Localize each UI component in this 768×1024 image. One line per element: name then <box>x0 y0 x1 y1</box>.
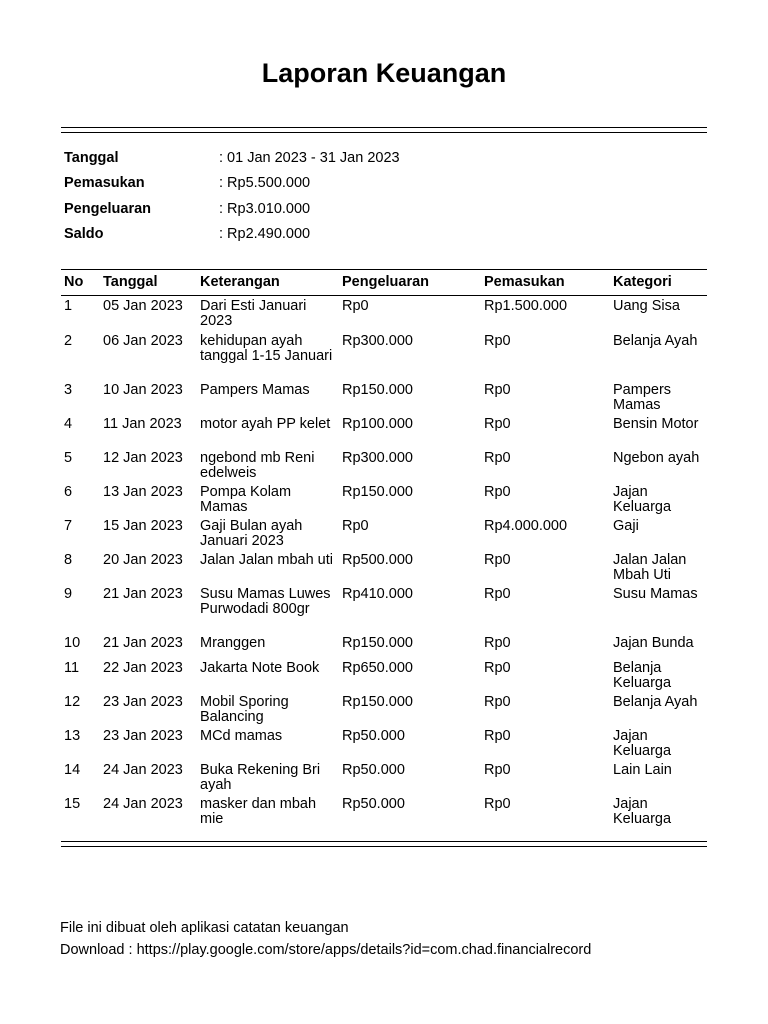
cell-no: 12 <box>64 694 81 710</box>
cell-category: Lain Lain <box>613 762 672 778</box>
cell-description: Dari Esti Januari 2023 <box>200 298 307 329</box>
cell-income: Rp0 <box>484 382 511 398</box>
cell-income: Rp0 <box>484 660 511 676</box>
cell-no: 13 <box>64 728 81 744</box>
column-header-category: Kategori <box>613 274 672 290</box>
cell-date: 21 Jan 2023 <box>103 635 183 651</box>
summary-label: Tanggal <box>64 150 119 166</box>
cell-category: Belanja Keluarga <box>613 660 672 691</box>
footer-divider <box>61 841 707 847</box>
cell-no: 1 <box>64 298 73 314</box>
cell-income: Rp4.000.000 <box>484 518 568 534</box>
cell-date: 06 Jan 2023 <box>103 333 183 349</box>
cell-no: 3 <box>64 382 73 398</box>
cell-date: 11 Jan 2023 <box>103 416 182 432</box>
cell-expense: Rp50.000 <box>342 728 405 744</box>
cell-no: 15 <box>64 796 81 812</box>
cell-income: Rp0 <box>484 762 511 778</box>
cell-date: 22 Jan 2023 <box>103 660 183 676</box>
cell-expense: Rp50.000 <box>342 796 405 812</box>
cell-income: Rp0 <box>484 450 511 466</box>
cell-category: Belanja Ayah <box>613 333 698 349</box>
cell-date: 15 Jan 2023 <box>103 518 183 534</box>
cell-expense: Rp150.000 <box>342 484 413 500</box>
cell-category: Jajan Keluarga <box>613 796 672 827</box>
cell-description: Jakarta Note Book <box>200 660 320 676</box>
cell-income: Rp0 <box>484 728 511 744</box>
column-header-date: Tanggal <box>103 274 158 290</box>
cell-income: Rp0 <box>484 694 511 710</box>
cell-income: Rp0 <box>484 796 511 812</box>
cell-date: 10 Jan 2023 <box>103 382 183 398</box>
cell-expense: Rp150.000 <box>342 382 413 398</box>
cell-date: 20 Jan 2023 <box>103 552 183 568</box>
cell-date: 21 Jan 2023 <box>103 586 183 602</box>
cell-description: Mranggen <box>200 635 266 651</box>
cell-category: Ngebon ayah <box>613 450 700 466</box>
cell-date: 23 Jan 2023 <box>103 694 183 710</box>
cell-no: 14 <box>64 762 81 778</box>
cell-no: 10 <box>64 635 81 651</box>
cell-description: Susu Mamas Luwes Purwodadi 800gr <box>200 586 331 617</box>
cell-expense: Rp300.000 <box>342 450 413 466</box>
summary-label: Saldo <box>64 225 104 242</box>
cell-no: 9 <box>64 586 73 602</box>
cell-expense: Rp150.000 <box>342 694 413 710</box>
summary-label: Pengeluaran <box>64 200 152 217</box>
cell-description: Mobil Sporing Balancing <box>200 694 289 725</box>
summary-value: : Rp3.010.000 <box>219 200 311 217</box>
cell-date: 12 Jan 2023 <box>103 450 183 466</box>
cell-description: motor ayah PP kelet <box>200 416 331 432</box>
cell-date: 24 Jan 2023 <box>103 796 183 812</box>
cell-category: Jajan Keluarga <box>613 728 672 759</box>
cell-category: Jajan Keluarga <box>613 484 672 515</box>
cell-description: kehidupan ayah tanggal 1-15 Januari <box>200 333 333 364</box>
column-header-income: Pemasukan <box>484 274 565 290</box>
cell-category: Pampers Mamas <box>613 382 672 413</box>
cell-expense: Rp100.000 <box>342 416 413 432</box>
footer-note: File ini dibuat oleh aplikasi catatan keuangan <box>60 920 349 936</box>
cell-no: 6 <box>64 484 73 500</box>
column-header-description: Keterangan <box>200 274 280 290</box>
cell-expense: Rp500.000 <box>342 552 413 568</box>
cell-date: 23 Jan 2023 <box>103 728 183 744</box>
cell-description: Buka Rekening Bri ayah <box>200 762 321 793</box>
cell-description: Gaji Bulan ayah Januari 2023 <box>200 518 303 549</box>
cell-expense: Rp150.000 <box>342 635 413 651</box>
page-title: Laporan Keuangan <box>261 58 507 88</box>
cell-no: 7 <box>64 518 73 534</box>
cell-income: Rp0 <box>484 484 511 500</box>
summary-value: : Rp5.500.000 <box>219 175 311 192</box>
cell-income: Rp0 <box>484 635 511 651</box>
cell-date: 05 Jan 2023 <box>103 298 183 314</box>
cell-expense: Rp50.000 <box>342 762 405 778</box>
summary-value: : 01 Jan 2023 - 31 Jan 2023 <box>219 150 400 166</box>
cell-expense: Rp0 <box>342 298 369 314</box>
header-divider <box>61 127 707 133</box>
cell-description: masker dan mbah mie <box>200 796 317 827</box>
table-top-border <box>61 269 707 270</box>
cell-expense: Rp410.000 <box>342 586 413 602</box>
column-header-expense: Pengeluaran <box>342 274 430 290</box>
cell-no: 4 <box>64 416 73 432</box>
cell-description: ngebond mb Reni edelweis <box>200 450 315 481</box>
cell-expense: Rp300.000 <box>342 333 413 349</box>
cell-category: Jalan Jalan Mbah Uti <box>613 552 687 583</box>
cell-expense: Rp650.000 <box>342 660 413 676</box>
cell-category: Jajan Bunda <box>613 635 694 651</box>
summary-label: Pemasukan <box>64 175 145 192</box>
cell-no: 11 <box>64 660 80 676</box>
cell-description: Jalan Jalan mbah uti <box>200 552 333 568</box>
cell-no: 5 <box>64 450 73 466</box>
summary-value: : Rp2.490.000 <box>219 225 311 242</box>
cell-income: Rp0 <box>484 586 511 602</box>
cell-expense: Rp0 <box>342 518 369 534</box>
cell-no: 8 <box>64 552 73 568</box>
cell-category: Uang Sisa <box>613 298 680 314</box>
cell-category: Gaji <box>613 518 639 534</box>
cell-category: Bensin Motor <box>613 416 699 432</box>
cell-income: Rp0 <box>484 552 511 568</box>
table-header <box>0 273 768 291</box>
table-header-border <box>61 295 707 296</box>
cell-no: 2 <box>64 333 73 349</box>
cell-income: Rp0 <box>484 416 511 432</box>
cell-date: 24 Jan 2023 <box>103 762 183 778</box>
cell-description: Pampers Mamas <box>200 382 310 398</box>
cell-description: Pompa Kolam Mamas <box>200 484 292 515</box>
footer-download-link[interactable]: Download : https://play.google.com/store/apps/details?id=com.chad.financialrecord <box>60 942 592 958</box>
cell-income: Rp1.500.000 <box>484 298 568 314</box>
cell-income: Rp0 <box>484 333 511 349</box>
cell-category: Susu Mamas <box>613 586 698 602</box>
cell-description: MCd mamas <box>200 728 283 744</box>
cell-category: Belanja Ayah <box>613 694 698 710</box>
column-header-no: No <box>64 274 84 290</box>
cell-date: 13 Jan 2023 <box>103 484 183 500</box>
